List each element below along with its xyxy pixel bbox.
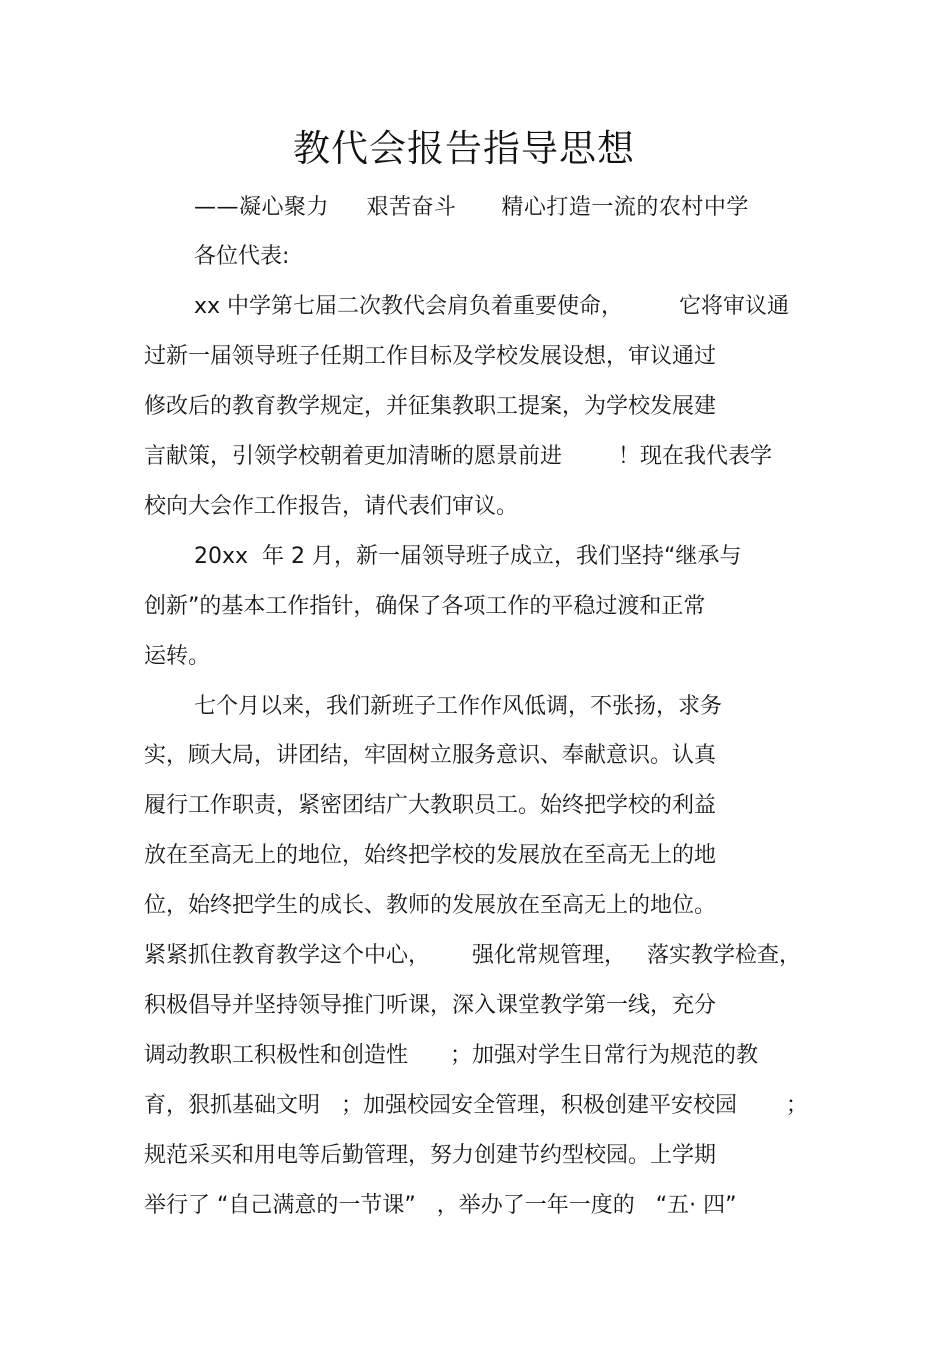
paragraph-line: 紧紧抓住教育教学这个中心， 强化常规管理， 落实教学检查， — [144, 943, 801, 968]
paragraph-line: 调动教职工积极性和创造性 ；加强对学生日常行为规范的教 — [144, 1043, 758, 1068]
paragraph-line: 放在至高无上的地位，始终把学校的发展放在至高无上的地 — [144, 843, 717, 868]
paragraph-line: 举行了 “自己满意的一节课” ，举办了一年一度的 “五· 四” — [144, 1193, 737, 1218]
paragraph-line: 20xx 年 2 月，新一届领导班子成立，我们坚持“继承与 — [194, 544, 742, 569]
paragraph-line: 创新”的基本工作指针，确保了各项工作的平稳过渡和正常 — [144, 594, 706, 619]
paragraph-line: 位，始终把学生的成长、教师的发展放在至高无上的地位。 — [144, 893, 717, 918]
paragraph-line: 履行工作职责，紧密团结广大教职员工。始终把学校的利益 — [144, 793, 717, 818]
paragraph-line: 校向大会作工作报告，请代表们审议。 — [144, 494, 519, 519]
paragraph-line: 规范采买和用电等后勤管理，努力创建节约型校园。上学期 — [144, 1143, 717, 1168]
paragraph-line: 积极倡导并坚持领导推门听课，深入课堂教学第一线，充分 — [144, 993, 717, 1018]
paragraph-line: xx 中学第七届二次教代会肩负着重要使命， 它将审议通 — [194, 294, 789, 319]
paragraph-line: 实，顾大局，讲团结，牢固树立服务意识、奉献意识。认真 — [144, 743, 717, 768]
paragraph-line: 修改后的教育教学规定，并征集教职工提案，为学校发展建 — [144, 394, 717, 419]
document-subtitle: ——凝心聚力 艰苦奋斗 精心打造一流的农村中学 — [194, 195, 749, 220]
document-title: 教代会报告指导思想 — [293, 127, 635, 170]
paragraph-line: 七个月以来，我们新班子工作作风低调，不张扬，求务 — [194, 694, 723, 719]
paragraph-line: 育，狠抓基础文明 ；加强校园安全管理，积极创建平安校园 ； — [144, 1093, 808, 1118]
paragraph-line: 过新一届领导班子任期工作目标及学校发展设想，审议通过 — [144, 344, 717, 369]
paragraph-line: 运转。 — [144, 644, 211, 669]
paragraph-line: 言献策，引领学校朝着更加清晰的愿景前进 ！现在我代表学 — [144, 444, 772, 469]
salutation: 各位代表: — [194, 244, 290, 269]
